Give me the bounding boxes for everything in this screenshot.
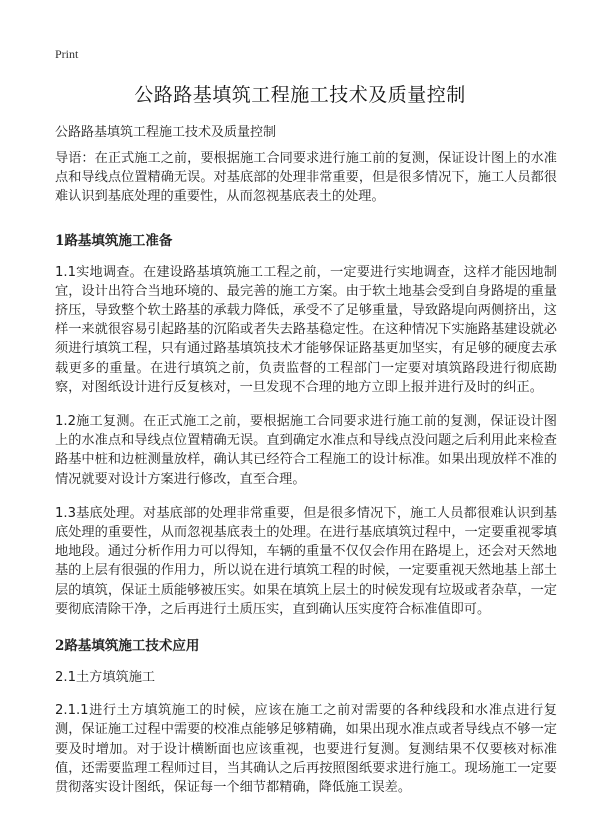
paragraph-1-3: 1.3基底处理。对基底部的处理非常重要，但是很多情况下，施工人员都很难认识到基底处理的重要性，从而忽视基底表土的处理。在进行基底填筑过程中，一定要重视零填地地段。通过分析作用力可以得知，车辆的重量不仅仅会作用在路堤上，还会对天然地基的上层有很强的作用力，所以说在进行填筑工程的时候，一定要重视天然地基上部土层的填筑，保证土质能够被压实。如果在填筑上层土的时候发现有垃圾或者杂草，一定要彻底清除干净，之后再进行土质压实，直到确认压实度符合标准值即可。 xyxy=(55,505,557,617)
section-1-heading: 1路基填筑施工准备 xyxy=(55,232,173,249)
article-body xyxy=(55,149,557,812)
print-link[interactable]: Print xyxy=(55,47,79,61)
paragraph-1-1: 1.1实地调查。在建设路基填筑施工工程之前，一定要进行实地调查，这样才能因地制宜，设计出符合当地环境的、最完善的施工方案。由于软土地基会受到自身路堤的重量挤压，导致整个软土路基的承载力降低，承受不了足够重量，导致路堤向两侧挤出，这样一来就很容易引起路基的沉陷或者失去路基稳定性。在这种情况下实施路基建设就必须进行填筑工程，只有通过路基填筑技术才能够保证路基更加坚实，有足够的硬度去承载更多的重量。在进行填筑之前，负责监督的工程部门一定要对填筑路段进行彻底勘察，对图纸设计进行反复核对，一旦发现不合理的地方立即上报并进行及时的纠正。 xyxy=(55,264,557,395)
document-subtitle: 公路路基填筑工程施工技术及质量控制 xyxy=(55,125,277,140)
intro-paragraph: 导语：在正式施工之前，要根据施工合同要求进行施工前的复测，保证设计图上的水准点和导线点位置精确无误。对基底部的处理非常重要，但是很多情况下，施工人员都很难认识到基底处理的重要性，从而忽视基底表土的处理。 xyxy=(55,151,557,205)
paragraph-2-1-1: 2.1.1进行土方填筑施工的时候，应该在施工之前对需要的各种线段和水准点进行复测，保证施工过程中需要的校准点能够足够精确，如果出现水准点或者导线点不够一定要及时增加。对于设计横断面也应该重视，也要进行复测。复测结果不仅要核对标准值，还需要监理工程师过目，当其确认之后再按照图纸要求进行施工。现场施工一定要贯彻落实设计图纸，保证每一个细节都精确，降低施工误差。 xyxy=(55,703,557,796)
paragraph-1-2: 1.2施工复测。在正式施工之前，要根据施工合同要求进行施工前的复测，保证设计图上的水准点和导线点位置精确无误。直到确定水准点和导线点没问题之后利用此来检查路基中桩和边桩测量放样，确认其已经符合工程施工的设计标准。如果出现放样不准的情况就要对设计方案进行修改，直至合理。 xyxy=(55,414,557,487)
section-2-heading: 2路基填筑施工技术应用 xyxy=(55,638,200,655)
subsection-2-1-heading: 2.1土方填筑施工 xyxy=(55,670,156,686)
page-title: 公路路基填筑工程施工技术及质量控制 xyxy=(134,84,466,106)
